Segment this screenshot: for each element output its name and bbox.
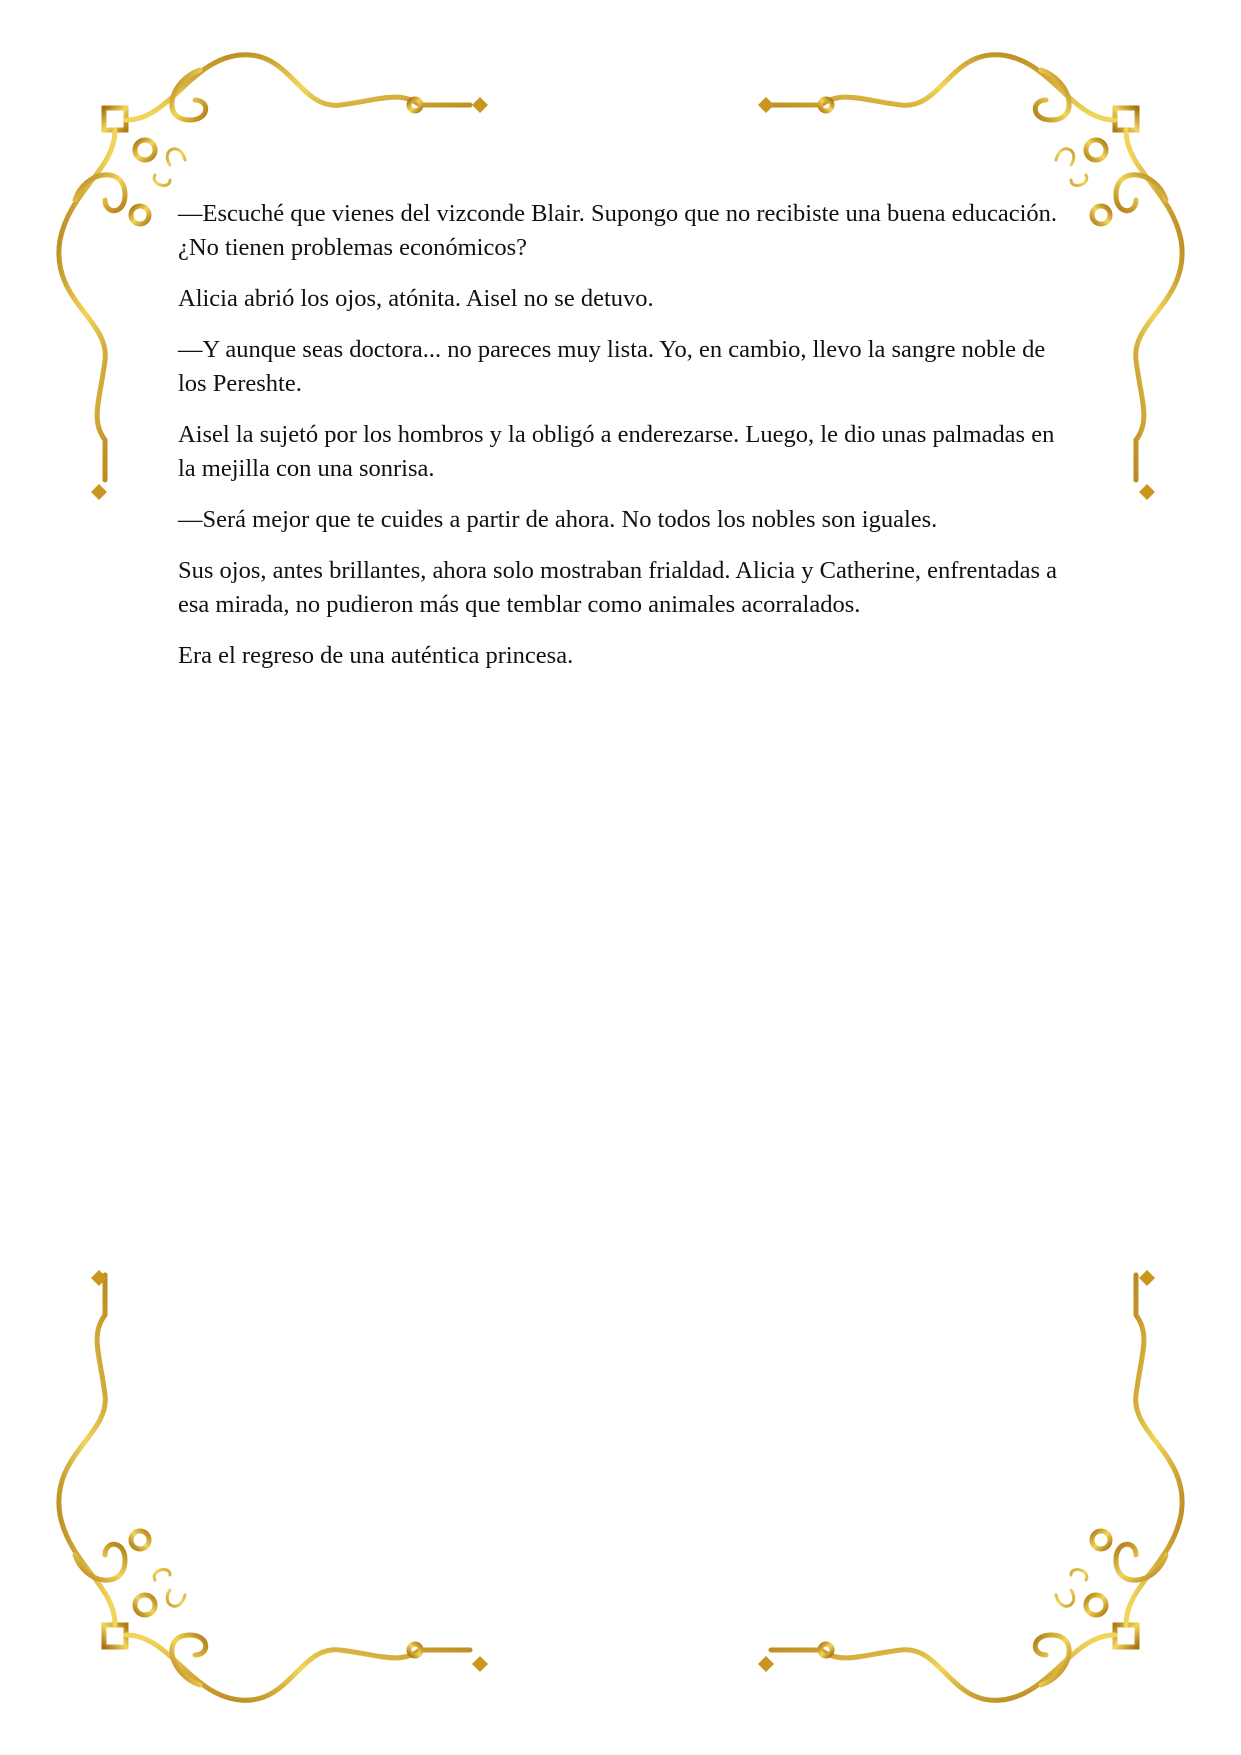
paragraph: —Escuché que vienes del vizconde Blair. Supongo que no recibiste una buena educación. ¿No tienen problemas económicos? [178, 200, 1057, 261]
paragraph: —Y aunque seas doctora... no pareces muy lista. Yo, en cambio, llevo la sangre noble de los Pereshte. [178, 336, 1046, 397]
paragraph: Era el regreso de una auténtica princesa. [178, 642, 574, 669]
corner-ornament-bottom-left [59, 1275, 470, 1700]
paragraph: Aisel la sujetó por los hombros y la obligó a enderezarse. Luego, le dio unas palmadas en la mejilla con una sonrisa. [178, 421, 1055, 482]
corner-ornament-bottom-right [771, 1275, 1182, 1700]
paragraph: —Será mejor que te cuides a partir de ahora. No todos los nobles son iguales. [178, 506, 938, 533]
paragraph: Sus ojos, antes brillantes, ahora solo mostraban frialdad. Alicia y Catherine, enfrentadas a esa mirada, no pudieron más que temblar como animales acorralados. [178, 557, 1058, 618]
paragraph: Alicia abrió los ojos, atónita. Aisel no se detuvo. [178, 285, 654, 312]
story-text [178, 197, 1058, 690]
